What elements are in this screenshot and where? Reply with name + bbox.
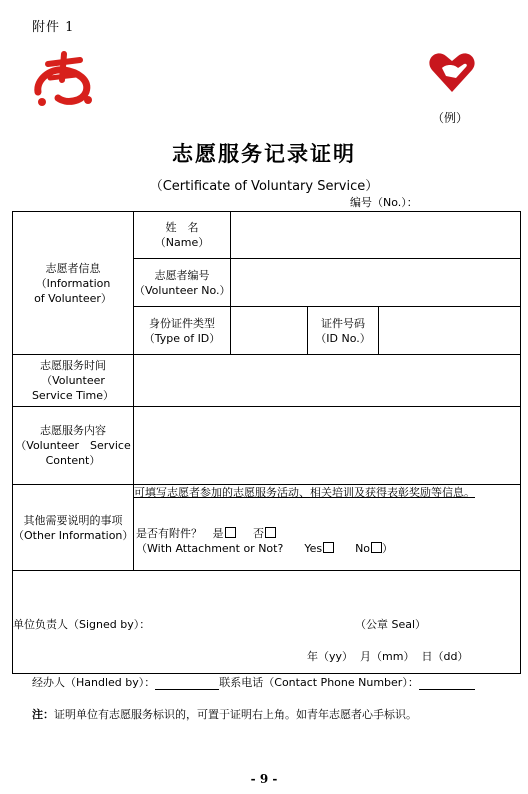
- volunteer-service-logo-icon: [28, 50, 100, 122]
- signed-by-label: 单位负责人（Signed by）：: [13, 618, 151, 631]
- no-checkbox-cn[interactable]: [265, 527, 276, 538]
- heart-hand-icon: [426, 46, 478, 98]
- service-time-label: 志愿服务时间 （Volunteer Service Time）: [13, 355, 134, 407]
- service-content-field[interactable]: [134, 407, 521, 485]
- number-label: 编号（No.）：: [350, 196, 418, 209]
- volunteer-no-field[interactable]: [231, 259, 521, 307]
- attachment-question: 是否有附件？ 是 否: [134, 526, 520, 541]
- id-no-field[interactable]: [379, 307, 521, 355]
- volunteer-info-label: 志愿者信息 （Information of Volunteer）: [13, 212, 134, 355]
- handled-by-line: 经办人（Handled by）： 联系电话（Contact Phone Number）：: [32, 674, 475, 690]
- page-title: 志愿服务记录证明: [172, 141, 356, 166]
- certificate-form: [12, 211, 521, 674]
- volunteer-no-label: 志愿者编号 （Volunteer No.）: [134, 259, 231, 307]
- footnote: 注：证明单位有志愿服务标识的，可置于证明右上角。如青年志愿者心手标识。: [32, 708, 417, 721]
- id-type-field[interactable]: [231, 307, 308, 355]
- annex-label: 附件 1: [32, 20, 75, 35]
- example-label: （例）: [432, 111, 469, 125]
- id-type-label: 身份证件类型 （Type of ID）: [134, 307, 231, 355]
- name-field[interactable]: [231, 212, 521, 259]
- contact-phone-field[interactable]: [419, 677, 475, 690]
- yes-checkbox-en[interactable]: [323, 542, 334, 553]
- other-info-field[interactable]: [134, 485, 521, 571]
- signature-section: [13, 571, 521, 674]
- page-number: - 9 -: [250, 772, 278, 786]
- other-info-label: 其他需要说明的事项 （Other Information）: [13, 485, 134, 571]
- handled-by-field[interactable]: [155, 677, 219, 690]
- page-subtitle: （Certificate of Voluntary Service）: [149, 179, 379, 194]
- no-checkbox-en[interactable]: [371, 542, 382, 553]
- attachment-question-en: （With Attachment or Not? Yes No ）: [136, 542, 394, 555]
- yes-checkbox-cn[interactable]: [225, 527, 236, 538]
- date-label: 年（yy） 月（mm） 日（dd）: [307, 650, 469, 663]
- id-no-label: 证件号码 （ID No.）: [308, 307, 379, 355]
- seal-label: （公章 Seal）: [355, 618, 427, 631]
- service-time-field[interactable]: [134, 355, 521, 407]
- service-content-label: 志愿服务内容 （Volunteer Service Content）: [13, 407, 134, 485]
- other-info-instruction: 可填写志愿者参加的志愿服务活动、相关培训及获得表彰奖励等信息。: [134, 486, 475, 499]
- name-label: 姓 名 （Name）: [134, 212, 231, 259]
